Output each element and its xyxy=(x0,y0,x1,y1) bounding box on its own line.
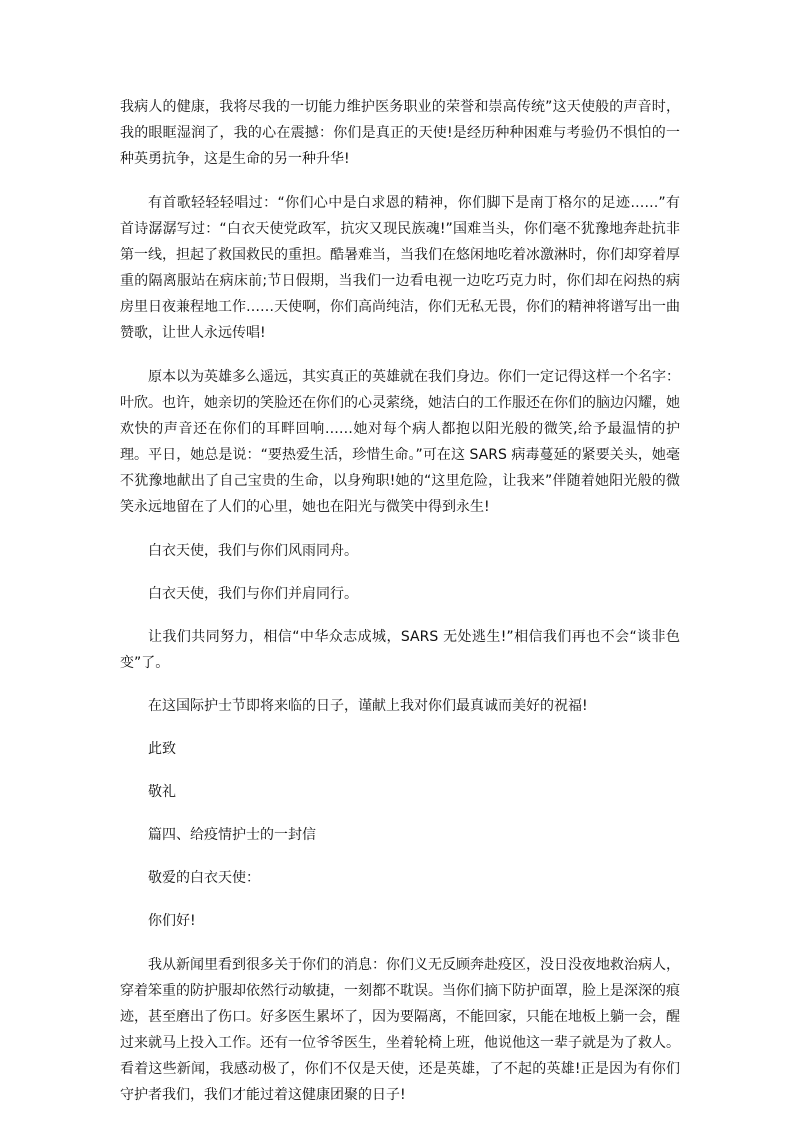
paragraph-side-by-side: 白衣天使，我们与你们并肩同行。 xyxy=(148,586,358,602)
paragraph-oath-continuation: 我病人的健康，我将尽我的一切能力维护医务职业的荣誉和崇高传统”这天使般的声音时，我的眼眶湿润了，我的心在震撼：你们是真正的天使!是经历种种困难与考验仍不惧怕的一种英勇抗争，这是生命的另一种升华! xyxy=(120,99,680,167)
letter-greeting: 敬爱的白衣天使： xyxy=(148,870,260,886)
document-page xyxy=(120,94,680,1108)
closing-salutation: 此致 xyxy=(148,741,176,757)
letter-hello: 你们好! xyxy=(148,913,196,929)
paragraph-work-together: 让我们共同努力，相信“中华众志成城，SARS 无处逃生!”相信我们再也不会“谈非色变”了。 xyxy=(120,629,680,671)
closing-respect: 敬礼 xyxy=(148,784,176,800)
paragraph-song-and-poem: 有首歌轻轻轻唱过：“你们心中是白求恩的精神，你们脚下是南丁格尔的足迹……”有首诗潺潺写过：“白衣天使党政军，抗灾又现民族魂!”国难当头，你们毫不犹豫地奔赴抗非第一线，担起了救国救民的重担。酷暑难当，当我们在悠闲地吃着冰激淋时，你们却穿着厚重的隔离服站在病床前;节日假期，当我们一边看电视一边吃巧克力时，你们却在闷热的病房里日夜兼程地工作……天使啊，你们高尚纯洁，你们无私无畏，你们的精神将谱写出一曲赞歌，让世人永远传唱! xyxy=(120,195,680,341)
paragraph-blessing: 在这国际护士节即将来临的日子，谨献上我对你们最真诚而美好的祝福! xyxy=(148,698,588,714)
section-heading: 篇四、给疫情护士的一封信 xyxy=(148,827,316,843)
paragraph-hero-ye-xin: 原本以为英雄多么遥远，其实真正的英雄就在我们身边。你们一定记得这样一个名字：叶欣。也许，她亲切的笑脸还在你们的心灵萦绕，她洁白的工作服还在你们的脑边闪耀，她欢快的声音还在你们的耳畔回响……她对每个病人都抱以阳光般的微笑,给予最温情的护理。平日，她总是说：“要热爱生活，珍惜生命。”可在这 SARS 病毒蔓延的紧要关头，她毫不犹豫地献出了自己宝贵的生命，以身殉职!她的“这里危险，让我来”伴随着她阳光般的微笑永远地留在了人们的心里，她也在阳光与微笑中得到永生! xyxy=(120,369,680,515)
paragraph-news: 我从新闻里看到很多关于你们的消息：你们义无反顾奔赴疫区，没日没夜地救治病人，穿着笨重的防护服却依然行动敏捷，一刻都不耽误。当你们摘下防护面罩，脸上是深深的痕迹，甚至磨出了伤口。好多医生累坏了，因为要隔离，不能回家，只能在地板上躺一会，醒过来就马上投入工作。还有一位爷爷医生，坐着轮椅上班，他说他这一辈子就是为了救人。看着这些新闻，我感动极了，你们不仅是天使，还是英雄，了不起的英雄!正是因为有你们守护者我们，我们才能过着这健康团聚的日子! xyxy=(120,957,680,1103)
paragraph-same-boat: 白衣天使，我们与你们风雨同舟。 xyxy=(148,543,358,559)
